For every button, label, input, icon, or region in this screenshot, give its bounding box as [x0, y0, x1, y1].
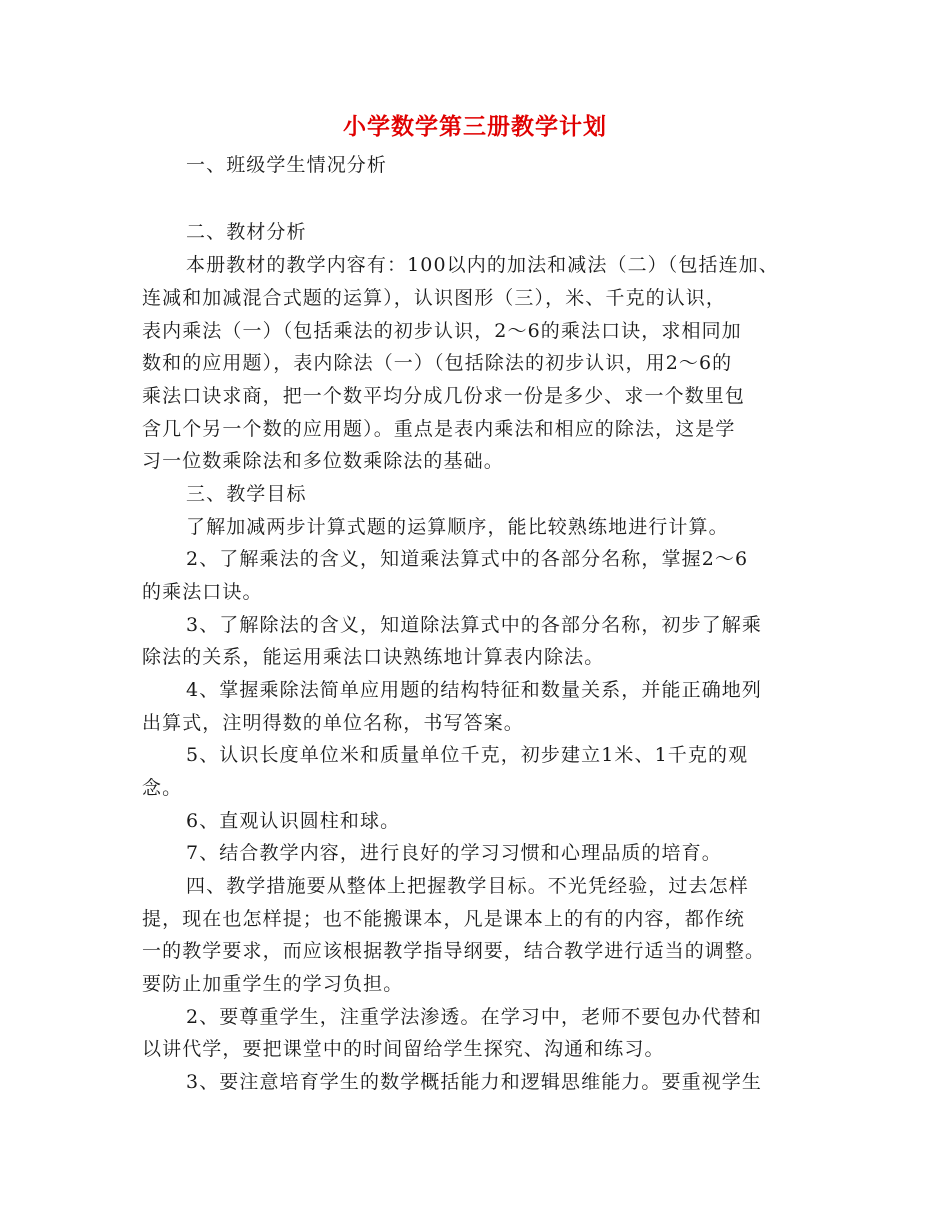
paragraph-line: 乘法口诀求商，把一个数平均分成几份求一份是多少、求一个数里包	[142, 385, 746, 407]
paragraph-line: 3、要注意培育学生的数学概括能力和逻辑思维能力。要重视学生	[186, 1071, 762, 1093]
paragraph-line: 含几个另一个数的应用题）。重点是表内乘法和相应的除法，这是学	[142, 418, 736, 440]
paragraph-line: 连减和加减混合式题的运算），认识图形（三），米、千克的认识，	[142, 287, 727, 309]
paragraph-line: 除法的关系，能运用乘法口诀熟练地计算表内除法。	[142, 646, 605, 668]
paragraph-line: 表内乘法（一）（包括乘法的初步认识，2～6的乘法口诀，求相同加	[142, 320, 742, 342]
section-heading-materials: 二、教材分析	[186, 221, 307, 243]
paragraph-line: 以讲代学，要把课堂中的时间留给学生探究、沟通和练习。	[142, 1038, 665, 1060]
paragraph-line: 一的教学要求，而应该根据教学指导纲要，结合教学进行适当的调整。	[142, 940, 766, 962]
document-title: 小学数学第三册教学计划	[343, 113, 607, 140]
paragraph-line: 6、直观认识圆柱和球。	[186, 810, 401, 832]
paragraph-line: 7、结合教学内容，进行良好的学习习惯和心理品质的培育。	[186, 842, 722, 864]
paragraph-line: 念。	[142, 777, 183, 799]
paragraph-line: 本册教材的教学内容有：100以内的加法和减法（二）（包括连加、	[186, 254, 779, 276]
paragraph-line: 数和的应用题），表内除法（一）（包括除法的初步认识，用2～6的	[142, 352, 733, 374]
paragraph-line: 2、了解乘法的含义，知道乘法算式中的各部分名称，掌握2～6	[186, 548, 749, 570]
section-heading-goals: 三、教学目标	[186, 483, 307, 505]
paragraph-line: 了解加减两步计算式题的运算顺序，能比较熟练地进行计算。	[186, 516, 729, 538]
section-heading-measures: 四、教学措施要从整体上把握教学目标。不光凭经验，过去怎样	[186, 875, 749, 897]
paragraph-line: 提，现在也怎样提；也不能搬课本，凡是课本上的有的内容，都作统	[142, 908, 746, 930]
paragraph-line: 习一位数乘除法和多位数乘除法的基础。	[142, 450, 504, 472]
paragraph-line: 出算式，注明得数的单位名称，书写答案。	[142, 712, 524, 734]
paragraph-line: 2、要尊重学生，注重学法渗透。在学习中，老师不要包办代替和	[186, 1006, 762, 1028]
section-heading-class-analysis: 一、班级学生情况分析	[186, 154, 388, 176]
paragraph-line: 的乘法口诀。	[142, 581, 263, 603]
paragraph-line: 3、了解除法的含义，知道除法算式中的各部分名称，初步了解乘	[186, 614, 762, 636]
paragraph-line: 4、掌握乘除法简单应用题的结构特征和数量关系，并能正确地列	[186, 679, 762, 701]
paragraph-line: 5、认识长度单位米和质量单位千克，初步建立1米、1千克的观	[186, 744, 749, 766]
paragraph-line: 要防止加重学生的学习负担。	[142, 973, 404, 995]
